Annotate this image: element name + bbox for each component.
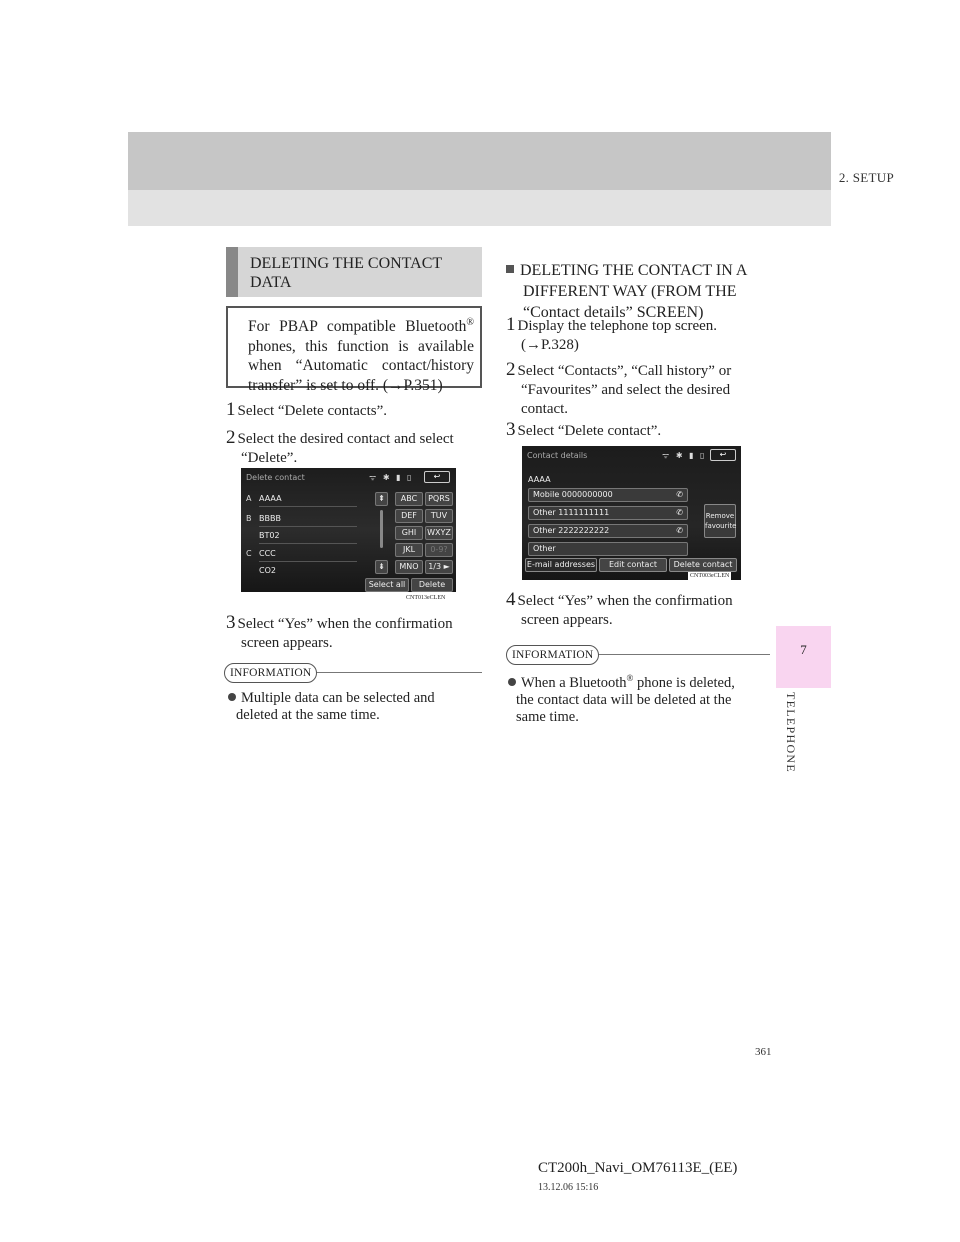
phone-icon[interactable]: ✆ (676, 526, 683, 535)
section-title: DELETING THE CONTACT DATA (250, 255, 443, 291)
key-ghi[interactable]: GHI (395, 526, 423, 540)
contact-row[interactable]: CO2 (259, 566, 276, 575)
number-row-other-1[interactable]: Other 1111111111 ✆ (528, 506, 688, 520)
back-icon[interactable]: ↩ (424, 471, 450, 483)
print-timestamp: 13.12.06 15:16 (538, 1182, 599, 1193)
delete-contact-screenshot (241, 468, 456, 592)
contact-row[interactable]: AAAA (259, 494, 282, 503)
delete-contact-button[interactable]: Delete contact (669, 558, 737, 572)
pbap-notice: For PBAP compatible Bluetooth® phones, this function is available when “Automatic contact/history transfer” is set to off. (→P.351) (226, 306, 482, 388)
key-numbers[interactable]: 0-9? (425, 543, 453, 557)
contact-details-screenshot (522, 446, 741, 580)
key-pqrs[interactable]: PQRS (425, 492, 453, 506)
scroll-down-button[interactable]: ⇟ (375, 560, 388, 574)
section-title-bar (226, 247, 238, 297)
key-def[interactable]: DEF (395, 509, 423, 523)
chapter-tab-label: TELEPHONE (784, 692, 798, 774)
status-icons: ᯤ ✱ ▮ ▯ (369, 473, 414, 482)
bullet-icon (228, 693, 236, 701)
document-id: CT200h_Navi_OM76113E_(EE) (538, 1160, 738, 1176)
email-addresses-button[interactable]: E-mail addresses (525, 558, 597, 572)
row-divider (259, 561, 357, 562)
status-icons: ᯤ ✱ ▮ ▯ (662, 451, 707, 460)
row-divider (259, 543, 357, 544)
header-subband (128, 190, 831, 226)
phone-icon[interactable]: ✆ (676, 490, 683, 499)
number-row-other-2[interactable]: Other 2222222222 ✆ (528, 524, 688, 538)
remove-favourite-button[interactable]: Remove favourite (704, 504, 736, 538)
contact-row[interactable]: BBBB (259, 514, 281, 523)
key-mno[interactable]: MNO (395, 560, 423, 574)
right-step-3: 3 Select “Delete contact”. (506, 419, 662, 440)
key-jkl[interactable]: JKL (395, 543, 423, 557)
screenshot-code: CNT003eCLEN (690, 573, 730, 579)
delete-button[interactable]: Delete (411, 578, 453, 592)
screen-title: Contact details (527, 451, 588, 460)
right-section-heading: DELETING THE CONTACT IN A DIFFERENT WAY (FROM THE “Contact details” SCREEN) (506, 260, 768, 323)
info-bullet: Multiple data can be selected and deleted at the same time. (228, 690, 478, 724)
index-letter: C (246, 549, 252, 558)
scroll-up-button[interactable]: ⇞ (375, 492, 388, 506)
bullet-icon (508, 678, 516, 686)
chapter-tab-number: 7 (776, 626, 831, 688)
heading-square-icon (506, 265, 514, 273)
contact-name: AAAA (528, 475, 551, 484)
right-step-1: 1 Display the telephone top screen. (→P.328) (506, 314, 718, 353)
back-icon[interactable]: ↩ (710, 449, 736, 461)
header-band (128, 132, 831, 190)
information-label: INFORMATION (506, 645, 599, 665)
index-letter: B (246, 514, 252, 523)
information-label: INFORMATION (224, 663, 317, 683)
page-indicator[interactable]: 1/3 ► (425, 560, 453, 574)
scrollbar[interactable] (380, 510, 383, 548)
page-number: 361 (755, 1046, 772, 1058)
index-letter: A (246, 494, 252, 503)
select-all-button[interactable]: Select all (365, 578, 409, 592)
row-divider (259, 506, 357, 507)
section-header: 2. SETUP (838, 170, 894, 185)
contact-row[interactable]: BT02 (259, 531, 280, 540)
right-step-4: 4 Select “Yes” when the confirmation screen appears. (506, 589, 733, 628)
key-wxyz[interactable]: WXYZ (425, 526, 453, 540)
left-step-1: 1 Select “Delete contacts”. (226, 399, 388, 420)
section-title-box (226, 247, 482, 297)
left-step-2: 2 Select the desired contact and select “Delete”. (226, 427, 454, 466)
screen-title: Delete contact (246, 473, 305, 482)
screenshot-code: CNT013eCLEN (406, 595, 446, 601)
key-abc[interactable]: ABC (395, 492, 423, 506)
left-step-3: 3 Select “Yes” when the confirmation screen appears. (226, 612, 453, 651)
phone-icon[interactable]: ✆ (676, 508, 683, 517)
right-step-2: 2 Select “Contacts”, “Call history” or “Favourites” and select the desired contact. (506, 359, 732, 417)
info-bullet: When a Bluetooth® phone is deleted, the contact data will be deleted at the same time. (508, 670, 766, 726)
number-row-mobile[interactable]: Mobile 0000000000 ✆ (528, 488, 688, 502)
contact-row[interactable]: CCC (259, 549, 276, 558)
number-row-other-3[interactable]: Other (528, 542, 688, 556)
edit-contact-button[interactable]: Edit contact (599, 558, 667, 572)
row-divider (259, 526, 357, 527)
key-tuv[interactable]: TUV (425, 509, 453, 523)
